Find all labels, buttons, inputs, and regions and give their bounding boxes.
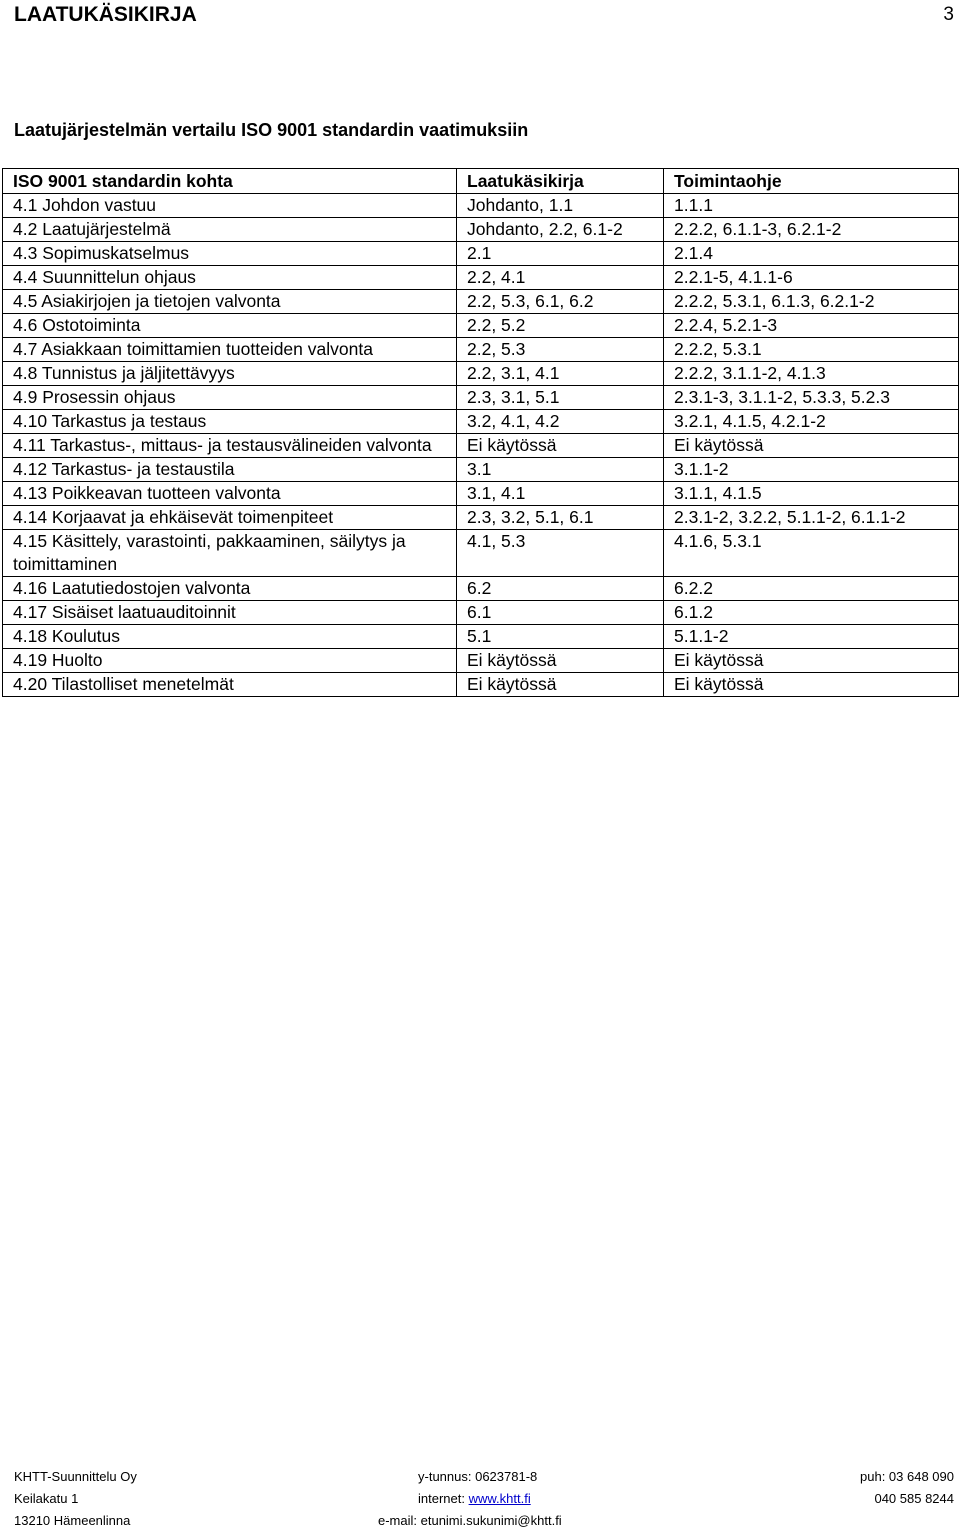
cell-instruction-ref: 4.1.6, 5.3.1	[664, 530, 959, 577]
table-row	[3, 338, 959, 362]
table-row	[3, 506, 959, 530]
cell-instruction-ref: 2.2.2, 5.3.1	[664, 338, 959, 362]
footer-company: KHTT-Suunnittelu Oy	[14, 1469, 137, 1484]
footer-email: e-mail: etunimi.sukunimi@khtt.fi	[378, 1513, 562, 1528]
cell-instruction-ref: 2.2.2, 3.1.1-2, 4.1.3	[664, 362, 959, 386]
section-heading: Laatujärjestelmän vertailu ISO 9001 standardin vaatimuksiin	[14, 120, 529, 140]
table-row	[3, 482, 959, 506]
footer-city: 13210 Hämeenlinna	[14, 1513, 131, 1528]
cell-manual-ref: Johdanto, 2.2, 6.1-2	[457, 218, 664, 242]
table-row	[3, 434, 959, 458]
cell-iso-clause: 4.9 Prosessin ohjaus	[3, 386, 457, 410]
cell-manual-ref: 5.1	[457, 625, 664, 649]
cell-iso-clause: 4.13 Poikkeavan tuotteen valvonta	[3, 482, 457, 506]
cell-instruction-ref: Ei käytössä	[664, 434, 959, 458]
cell-iso-clause: 4.2 Laatujärjestelmä	[3, 218, 457, 242]
cell-manual-ref: 2.3, 3.2, 5.1, 6.1	[457, 506, 664, 530]
cell-instruction-ref: 2.2.1-5, 4.1.1-6	[664, 266, 959, 290]
column-header-iso: ISO 9001 standardin kohta	[3, 169, 457, 194]
cell-iso-clause: 4.15 Käsittely, varastointi, pakkaaminen, säilytys ja toimittaminen	[3, 530, 457, 577]
cell-manual-ref: Ei käytössä	[457, 434, 664, 458]
table-row	[3, 314, 959, 338]
cell-instruction-ref: Ei käytössä	[664, 673, 959, 697]
cell-instruction-ref: 6.2.2	[664, 577, 959, 601]
cell-iso-clause: 4.14 Korjaavat ja ehkäisevät toimenpiteet	[3, 506, 457, 530]
footer-phone: puh: 03 648 090	[860, 1469, 954, 1484]
cell-manual-ref: 2.3, 3.1, 5.1	[457, 386, 664, 410]
cell-instruction-ref: 2.2.2, 6.1.1-3, 6.2.1-2	[664, 218, 959, 242]
cell-manual-ref: 6.1	[457, 601, 664, 625]
cell-instruction-ref: 6.1.2	[664, 601, 959, 625]
cell-iso-clause: 4.4 Suunnittelun ohjaus	[3, 266, 457, 290]
footer-mobile: 040 585 8244	[874, 1491, 954, 1506]
footer-business-id: y-tunnus: 0623781-8	[418, 1469, 538, 1484]
cell-instruction-ref: 2.2.2, 5.3.1, 6.1.3, 6.2.1-2	[664, 290, 959, 314]
table-row	[3, 194, 959, 218]
cell-iso-clause: 4.6 Ostotoiminta	[3, 314, 457, 338]
cell-manual-ref: 2.2, 5.2	[457, 314, 664, 338]
cell-manual-ref: 3.1	[457, 458, 664, 482]
cell-manual-ref: 2.1	[457, 242, 664, 266]
page-number: 3	[943, 4, 954, 25]
table-row	[3, 362, 959, 386]
cell-instruction-ref: 2.3.1-3, 3.1.1-2, 5.3.3, 5.2.3	[664, 386, 959, 410]
cell-manual-ref: 2.2, 3.1, 4.1	[457, 362, 664, 386]
cell-instruction-ref: 2.3.1-2, 3.2.2, 5.1.1-2, 6.1.1-2	[664, 506, 959, 530]
table-row	[3, 673, 959, 697]
document-title: LAATUKÄSIKIRJA	[14, 3, 197, 26]
table-row	[3, 218, 959, 242]
cell-instruction-ref: 3.1.1-2	[664, 458, 959, 482]
cell-iso-clause: 4.16 Laatutiedostojen valvonta	[3, 577, 457, 601]
cell-iso-clause: 4.3 Sopimuskatselmus	[3, 242, 457, 266]
table-header-row	[3, 169, 959, 194]
table-body	[3, 194, 959, 697]
table-row	[3, 410, 959, 434]
cell-instruction-ref: 2.2.4, 5.2.1-3	[664, 314, 959, 338]
cell-iso-clause: 4.7 Asiakkaan toimittamien tuotteiden valvonta	[3, 338, 457, 362]
cell-iso-clause: 4.19 Huolto	[3, 649, 457, 673]
table-row	[3, 242, 959, 266]
table-row	[3, 625, 959, 649]
cell-instruction-ref: 5.1.1-2	[664, 625, 959, 649]
cell-iso-clause: 4.17 Sisäiset laatuauditoinnit	[3, 601, 457, 625]
cell-manual-ref: Johdanto, 1.1	[457, 194, 664, 218]
table-row	[3, 601, 959, 625]
table-row	[3, 577, 959, 601]
footer-website-link[interactable]: www.khtt.fi	[468, 1491, 531, 1506]
cell-iso-clause: 4.12 Tarkastus- ja testaustila	[3, 458, 457, 482]
table-row	[3, 458, 959, 482]
cell-manual-ref: 2.2, 5.3	[457, 338, 664, 362]
cell-iso-clause: 4.20 Tilastolliset menetelmät	[3, 673, 457, 697]
cell-manual-ref: 6.2	[457, 577, 664, 601]
page-footer	[0, 1466, 960, 1532]
cell-manual-ref: Ei käytössä	[457, 673, 664, 697]
cell-manual-ref: 2.2, 5.3, 6.1, 6.2	[457, 290, 664, 314]
cell-instruction-ref: 3.1.1, 4.1.5	[664, 482, 959, 506]
cell-iso-clause: 4.10 Tarkastus ja testaus	[3, 410, 457, 434]
cell-iso-clause: 4.1 Johdon vastuu	[3, 194, 457, 218]
table-row	[3, 266, 959, 290]
cell-iso-clause: 4.11 Tarkastus-, mittaus- ja testausvälineiden valvonta	[3, 434, 457, 458]
cell-iso-clause: 4.18 Koulutus	[3, 625, 457, 649]
table-row	[3, 530, 959, 577]
column-header-instruction: Toimintaohje	[664, 169, 959, 194]
table-row	[3, 290, 959, 314]
footer-internet	[418, 1488, 531, 1510]
footer-internet-label: internet:	[418, 1491, 469, 1506]
comparison-table	[2, 168, 959, 697]
cell-manual-ref: Ei käytössä	[457, 649, 664, 673]
cell-iso-clause: 4.5 Asiakirjojen ja tietojen valvonta	[3, 290, 457, 314]
table-row	[3, 649, 959, 673]
cell-instruction-ref: Ei käytössä	[664, 649, 959, 673]
cell-instruction-ref: 2.1.4	[664, 242, 959, 266]
table-row	[3, 386, 959, 410]
cell-iso-clause: 4.8 Tunnistus ja jäljitettävyys	[3, 362, 457, 386]
cell-manual-ref: 3.2, 4.1, 4.2	[457, 410, 664, 434]
footer-street: Keilakatu 1	[14, 1491, 79, 1506]
cell-manual-ref: 2.2, 4.1	[457, 266, 664, 290]
cell-manual-ref: 4.1, 5.3	[457, 530, 664, 577]
cell-instruction-ref: 1.1.1	[664, 194, 959, 218]
cell-manual-ref: 3.1, 4.1	[457, 482, 664, 506]
cell-instruction-ref: 3.2.1, 4.1.5, 4.2.1-2	[664, 410, 959, 434]
column-header-manual: Laatukäsikirja	[457, 169, 664, 194]
